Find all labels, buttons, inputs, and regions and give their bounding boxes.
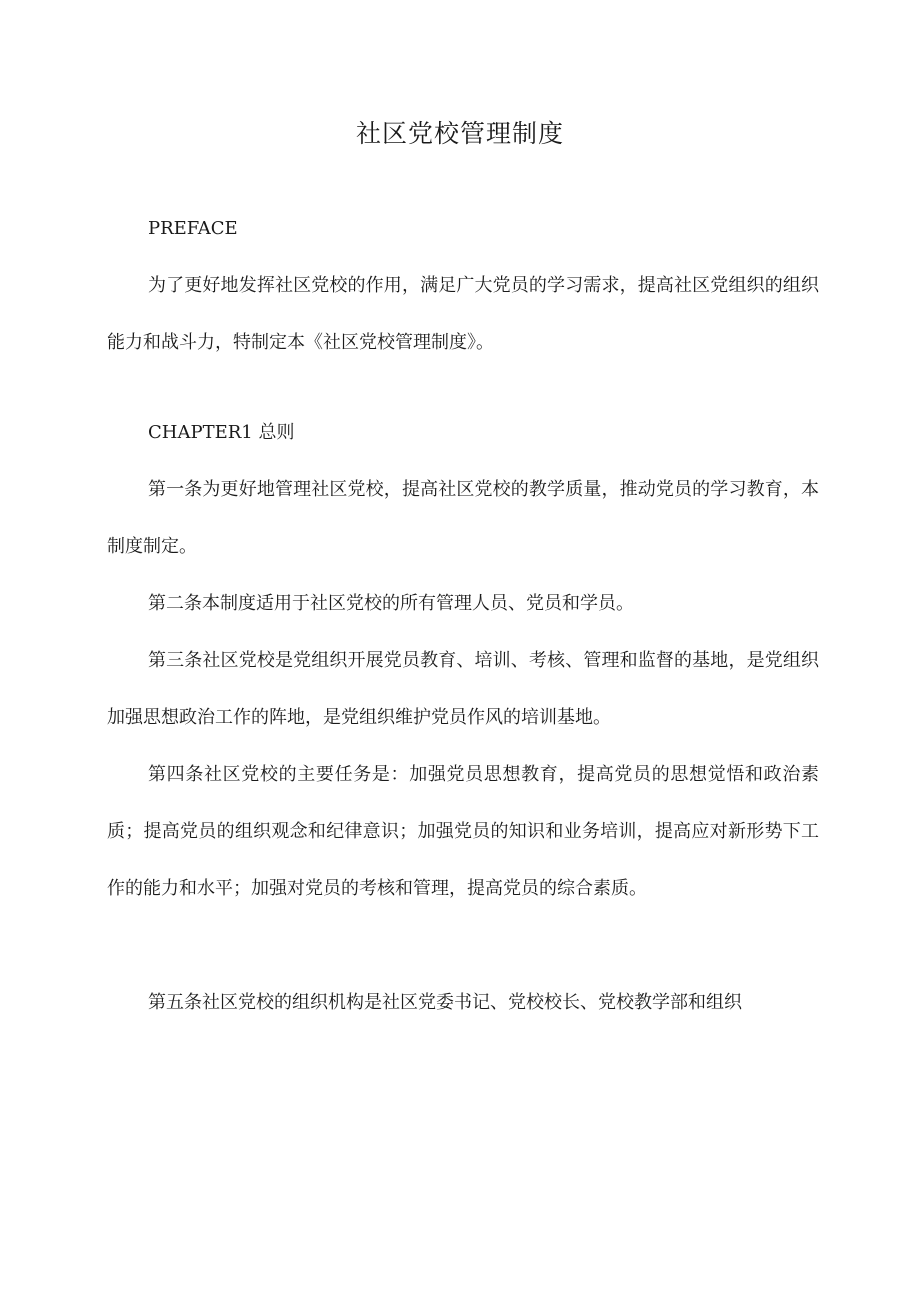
preface-paragraph: 为了更好地发挥社区党校的作用，满足广大党员的学习需求，提高社区党组织的组织能力和战斗力，特制定本《社区党校管理制度》。 [107, 275, 819, 353]
article-4: 第四条社区党校的主要任务是：加强党员思想教育，提高党员的思想觉悟和政治素质；提高党员的组织观念和纪律意识；加强党员的知识和业务培训，提高应对新形势下工作的能力和水平；加强对党员的考核和管理，提高党员的综合素质。 [107, 764, 819, 899]
chapter1-heading: CHAPTER1 总则 [148, 422, 295, 443]
article-5: 第五条社区党校的组织机构是社区党委书记、党校校长、党校教学部和组织 [148, 992, 742, 1013]
article-3: 第三条社区党校是党组织开展党员教育、培训、考核、管理和监督的基地，是党组织加强思想政治工作的阵地，是党组织维护党员作风的培训基地。 [107, 650, 819, 728]
preface-heading: PREFACE [148, 218, 238, 239]
article-2: 第二条本制度适用于社区党校的所有管理人员、党员和学员。 [148, 593, 634, 614]
article-1: 第一条为更好地管理社区党校，提高社区党校的教学质量，推动党员的学习教育，本制度制定。 [107, 479, 819, 557]
document-title: 社区党校管理制度 [355, 119, 564, 148]
